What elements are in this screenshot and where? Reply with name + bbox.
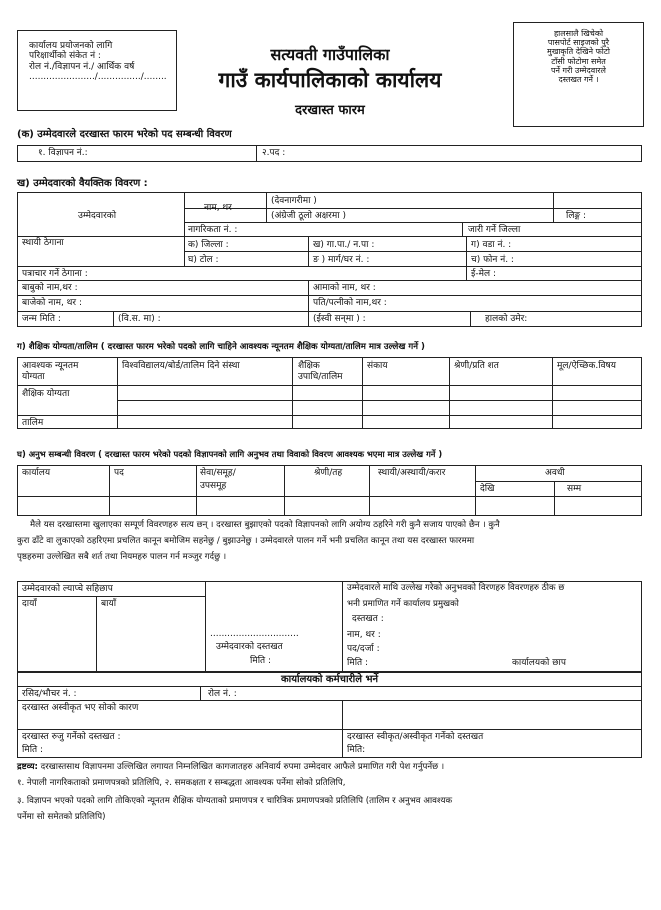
district-label: क) जिल्ला : <box>188 240 229 250</box>
gha-col6: अवधी <box>545 468 565 478</box>
bs-label: (वि.स. मा) : <box>118 314 161 324</box>
photo-line2: पासपोर्ट साइजको पुरै <box>547 38 610 48</box>
office-code-line3: रोल नं./विज्ञापन नं./ आर्थिक वर्ष <box>29 61 135 72</box>
office-code-box <box>17 30 177 111</box>
signature-dots: ............................... <box>210 629 299 639</box>
office-code-line4: ......................./.............../........ <box>29 72 167 83</box>
right-thumb-label: दायाँ <box>22 599 37 609</box>
office-stamp-label: कार्यालयको छाप <box>512 658 566 668</box>
spouse-label: पति/पत्नीको नाम,थर : <box>313 298 387 308</box>
section-kha-heading: ख) उम्मेदवारको वैयक्तिक विवरण : <box>17 178 148 189</box>
office-code-line2: परिक्षार्थीको संकेत नं : <box>29 51 101 62</box>
verifier-name-label: नाम, थर : <box>347 630 381 640</box>
gha-col3a: सेवा/समूह/ <box>200 468 236 478</box>
correspondence-label: पत्राचार गर्ने ठेगाना : <box>22 269 88 279</box>
devanagari-label: (देवनागरीमा ) <box>271 196 317 206</box>
left-thumb-label: बायाँ <box>101 599 117 609</box>
photo-line6: दस्तखत गर्ने । <box>558 74 599 84</box>
name-surname-label: नाम, थर <box>204 203 232 213</box>
ga-col1b: योग्यता <box>22 372 45 382</box>
email-label: ई-मेल : <box>471 269 497 279</box>
org-name: सत्यवती गाउँपालिका <box>270 45 390 64</box>
form-title: दरखास्त फारम <box>295 103 365 118</box>
section-ka-table <box>17 145 642 162</box>
photo-line4: टाँसी फोटोमा समेत <box>551 56 606 66</box>
ga-col6: मूल/ऐच्छिक.विषय <box>557 361 616 371</box>
dob-label: जन्म मिति : <box>22 314 61 324</box>
gha-col3b: उपसमूह <box>200 481 227 491</box>
section-ga-heading: ग) शैक्षिक योग्यता/तालिम ( दरखास्त फारम भरेको पदको लागि चाहिने आवश्यक न्यूनतम शैक्षिक योग्यता/तालिम मात्र उल्लेख गर्ने ) <box>17 342 425 352</box>
verify-line2: भनी प्रमाणित गर्ने कार्यालय प्रमुखको <box>347 599 459 609</box>
notes-line3: ३. विज्ञापन भएको पदको लागि तोकिएको न्यूनतम शैक्षिक योग्यताको प्रमाणपत्र र चारित्रिक प्रमाणपत्रको प्रतिलिपि (तालिम र अनुभव आवश्यक <box>17 796 453 806</box>
candidate-label: उम्मेदवारको <box>78 211 117 221</box>
post-label: २.पद : <box>262 148 286 158</box>
grandfather-label: बाजेको नाम, थर : <box>22 298 83 308</box>
tole-label: घ) टोल : <box>188 255 219 265</box>
declaration-line3: पृष्ठहरुमा उल्लेखित सबै शर्त तथा नियमहरु पालन गर्न मञ्जुर गर्दछु । <box>17 552 227 562</box>
notes-line1-text: दरखास्तसाथ विज्ञापनमा उल्लिखित लगायत निम्नलिखित कागजातहरु अनिवार्य रुपमा उम्मेदवार आफैले प्रमाणित गरी पेश गर्नुपर्नेछ । <box>37 762 445 772</box>
ga-col3b: उपाधि/तालिम <box>298 372 343 382</box>
declaration-line2: कुरा ढाँटे वा लुकाएको ठहरिएमा प्रचलित कानून बमोजिम सहनेछु / बुझाउनेछु । उम्मेदवारले पालन गर्ने भनी प्रचलित कानून तथा यस दरखास्त फारममा <box>17 536 475 546</box>
submitted-by-label: दरखास्त रुजु गर्नेको दस्तखत : <box>22 732 121 742</box>
office-date2-label: मिति: <box>347 745 366 755</box>
office-use-heading: कार्यालयको कर्मचारीले भर्ने <box>280 674 379 685</box>
verifier-date-label: मिति : <box>347 658 369 668</box>
verify-line1: उम्मेदवारले माथि उल्लेख गरेको अनुभवको विरणहरु विवरणहरु ठीक छ <box>347 583 565 593</box>
office-date1-label: मिति : <box>22 745 44 755</box>
ga-row1: शैक्षिक योग्यता <box>22 389 70 399</box>
photo-box <box>513 22 644 127</box>
notes-line1 <box>17 763 444 773</box>
verifier-sign-label: दस्तखत : <box>352 614 384 624</box>
ad-no-label: १. विज्ञापन नं.: <box>38 148 88 158</box>
notes-line2: १. नेपाली नागरिकताको प्रमाणपत्रको प्रतिलिपि, २. समकक्षता र सम्बद्धता आवश्यक पर्नेमा सोको प्रतिलिपि, <box>17 778 346 788</box>
father-label: बाबुको नाम,थर : <box>22 283 78 293</box>
marg-label: ङ ) मार्ग/घर नं. : <box>313 255 370 265</box>
ga-col4: संकाय <box>367 361 388 371</box>
candidate-date-label: मिति : <box>250 656 272 666</box>
section-ka-heading: (क) उम्मेदवारले दरखास्त फारम भरेको पद सम्बन्धी विवरण <box>17 129 232 140</box>
receipt-label: रसिद/भौचर नं. : <box>22 689 77 699</box>
verifier-post-label: पद/दर्जा : <box>347 644 380 654</box>
office-name: गाउँ कार्यपालिकाको कार्यालय <box>218 68 442 92</box>
ga-col1a: आवश्यक न्यूनतम <box>22 361 79 371</box>
english-label: (अंग्रेजी ठूलो अक्षरमा ) <box>271 211 346 221</box>
gha-col5: स्थायी/अस्थायी/करार <box>378 468 446 478</box>
ga-col3a: शैक्षिक <box>298 361 320 371</box>
age-label: हालको उमेर: <box>485 314 528 324</box>
candidate-sign-label: उम्मेदवारको दस्तखत <box>216 642 283 652</box>
ga-col5: श्रेणी/प्रति शत <box>454 361 499 371</box>
ga-row2: तालिम <box>22 418 44 428</box>
ga-col2: विश्वविद्यालय/बोर्ड/तालिम दिने संस्था <box>122 361 240 371</box>
office-code-line1: कार्यालय प्रयोजनको लागि <box>29 41 113 51</box>
municipality-label: ख) गा.पा./ न.पा : <box>313 240 375 250</box>
gha-col4: श्रेणी/तह <box>314 468 343 478</box>
citizenship-label: नागरिकता नं. : <box>188 225 238 235</box>
photo-line3: मुखाकृति देखिने फोटो <box>547 47 610 57</box>
notes-label: द्रष्टव्य: <box>17 762 38 772</box>
section-gha-heading: घ) अनुभ सम्बन्धी विवरण ( दरखास्त फारम भरेको पदको विज्ञापनको लागि अनुभव तथा विवाको विवरण आवश्यक भएमा मात्र उल्लेख गर्ने ) <box>17 449 443 459</box>
ward-label: ग) वडा नं. : <box>471 240 512 250</box>
mother-label: आमाको नाम, थर : <box>313 283 376 293</box>
gha-from: देखि <box>480 484 495 494</box>
photo-line1: हालसालै खिचेको <box>553 29 604 38</box>
gender-label: लिङ्ग : <box>566 211 587 221</box>
reason-label: दरखास्त अस्वीकृत भए सोको कारण <box>22 703 139 713</box>
declaration-line1: मैले यस दरखास्तमा खुलाएका सम्पूर्ण विवरणहरु सत्य छन् । दरखास्त बुझाएको पदको विज्ञापनको लागि अयोग्य ठहरिने गरी कुनै सजाय पाएको छैन । कुनै <box>30 520 500 530</box>
gha-col2: पद <box>114 468 124 478</box>
section-ga-table <box>17 357 642 429</box>
gha-col1: कार्यालय <box>22 468 51 478</box>
phone-label: च) फोन नं. : <box>471 255 514 265</box>
issued-district-label: जारी गर्ने जिल्ला <box>468 225 521 235</box>
roll-label: रोल नं. : <box>208 689 237 699</box>
approved-by-label: दरखास्त स्वीकृत/अस्वीकृत गर्नेको दस्तखत <box>347 732 484 742</box>
permanent-address-label: स्थायी ठेगाना <box>22 238 64 248</box>
thumb-title: उम्मेदवारको ल्याप्चे सहिछाप <box>22 584 113 594</box>
photo-line5: पर्ने गरी उम्मेदवारले <box>551 65 606 75</box>
gha-to: सम्म <box>567 484 582 494</box>
ad-label: (ईस्वी सन्‌मा ) : <box>313 314 366 324</box>
notes-line4: पर्नेमा सो समेतको प्रतिलिपि) <box>17 812 106 822</box>
